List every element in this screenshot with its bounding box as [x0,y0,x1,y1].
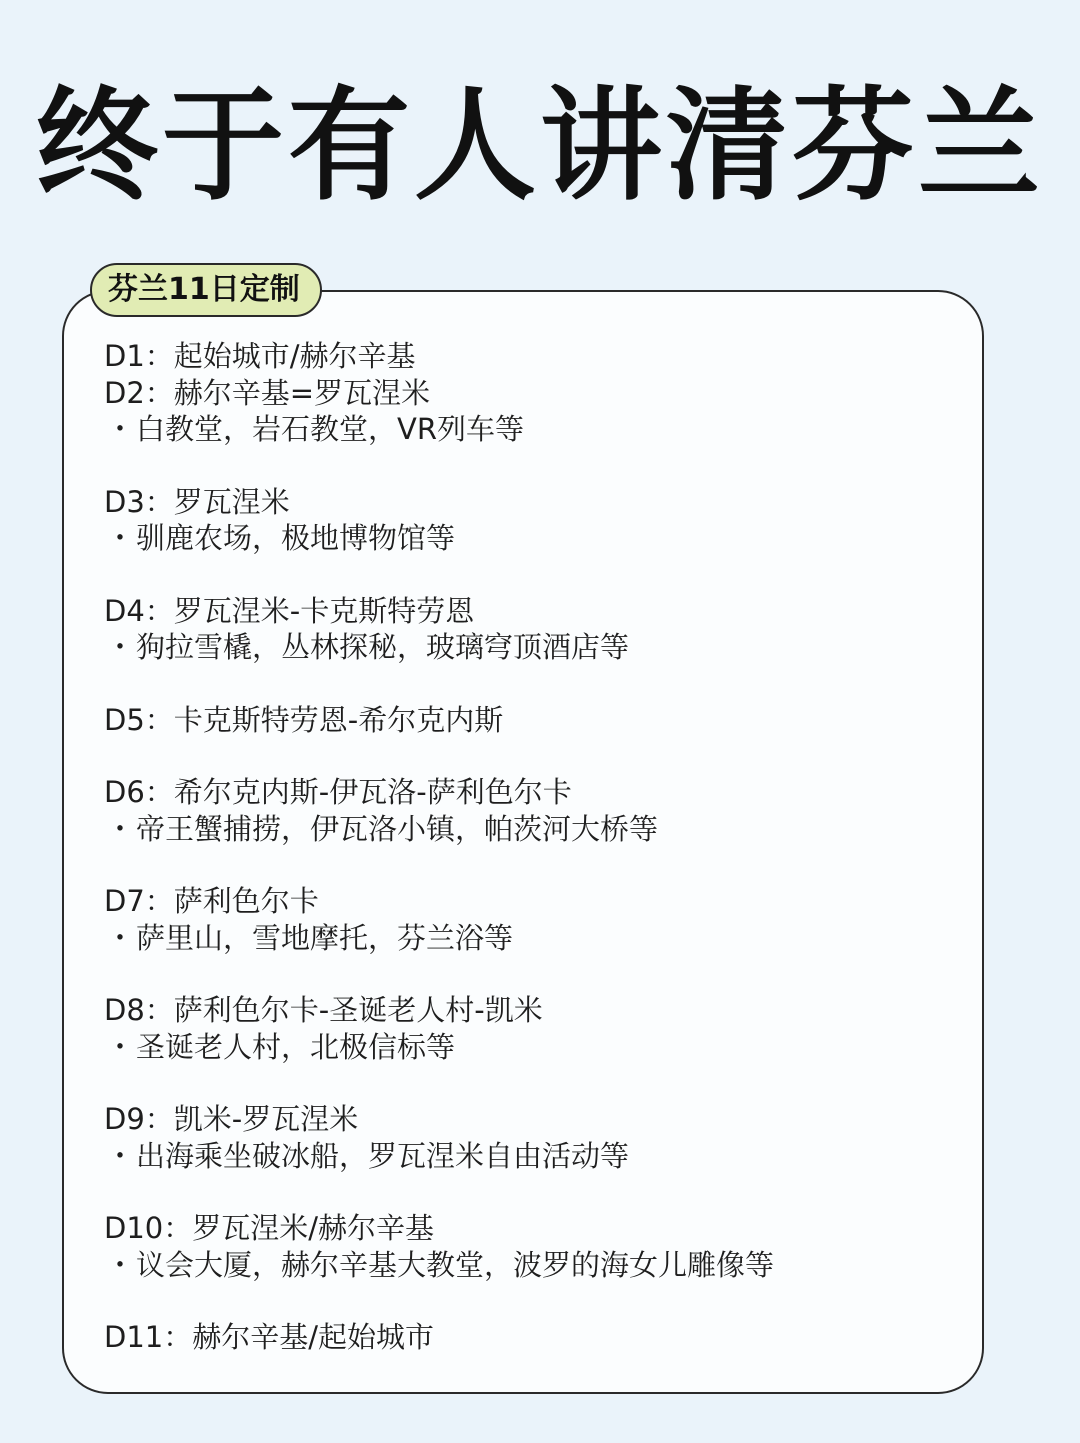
bullet-icon: ・ [105,1247,135,1282]
day-detail [104,411,964,448]
day-detail-text: 圣诞老人村，北极信标等 [136,1029,456,1064]
day-item [104,1210,964,1283]
day-item [104,883,964,956]
bullet-icon: ・ [105,412,135,446]
day-title: D1：起始城市/赫尔辛基 [104,339,416,373]
day-detail [104,520,964,557]
day-detail-text: 白教堂，岩石教堂，VR列车等 [136,412,524,446]
day-detail-text: 帝王蟹捕捞，伊瓦洛小镇，帕茨河大桥等 [136,811,659,846]
bullet-icon: ・ [105,630,135,664]
bullet-icon: ・ [105,1138,135,1173]
day-title: D5：卡克斯特劳恩-希尔克内斯 [104,702,504,737]
day-item [104,593,964,666]
day-title: D7：萨利色尔卡 [104,884,319,918]
day-detail-text: 出海乘坐破冰船，罗瓦涅米自由活动等 [136,1138,630,1173]
day-title: D8：萨利色尔卡-圣诞老人村-凯米 [104,993,543,1027]
day-item [104,992,964,1065]
day-detail-text: 狗拉雪橇，丛林探秘，玻璃穹顶酒店等 [136,630,630,664]
day-item [104,484,964,557]
day-detail [104,1138,964,1175]
day-detail [104,629,964,666]
day-title: D3：罗瓦涅米 [104,484,290,519]
day-item [104,1101,964,1174]
day-title: D11：赫尔辛基/起始城市 [104,1320,435,1354]
bullet-icon: ・ [105,811,135,846]
day-detail-text: 驯鹿农场，极地博物馆等 [136,521,456,555]
day-detail [104,811,964,848]
day-detail [104,1029,964,1066]
day-item [104,1319,964,1356]
day-detail-text: 议会大厦，赫尔辛基大教堂，波罗的海女儿雕像等 [136,1247,775,1282]
day-detail [104,920,964,957]
bullet-icon: ・ [105,920,135,955]
itinerary-tag: 芬兰11日定制 [90,263,322,317]
day-title: D9：凯米-罗瓦涅米 [104,1102,359,1136]
itinerary-list [104,338,964,1392]
day-title: D4：罗瓦涅米-卡克斯特劳恩 [104,593,475,628]
bullet-icon: ・ [105,1029,135,1064]
day-item [104,774,964,847]
day-title: D6：希尔克内斯-伊瓦洛-萨利色尔卡 [104,775,572,809]
day-title: D10：罗瓦涅米/赫尔辛基 [104,1211,435,1245]
day-detail [104,1247,964,1284]
day-item [104,702,964,739]
page-title: 终于有人讲清芬兰 [36,73,1044,217]
day-detail-text: 萨里山，雪地摩托，芬兰浴等 [136,920,514,955]
day-item [104,338,964,448]
bullet-icon: ・ [105,521,135,555]
day-title: D2：赫尔辛基=罗瓦涅米 [104,375,431,410]
